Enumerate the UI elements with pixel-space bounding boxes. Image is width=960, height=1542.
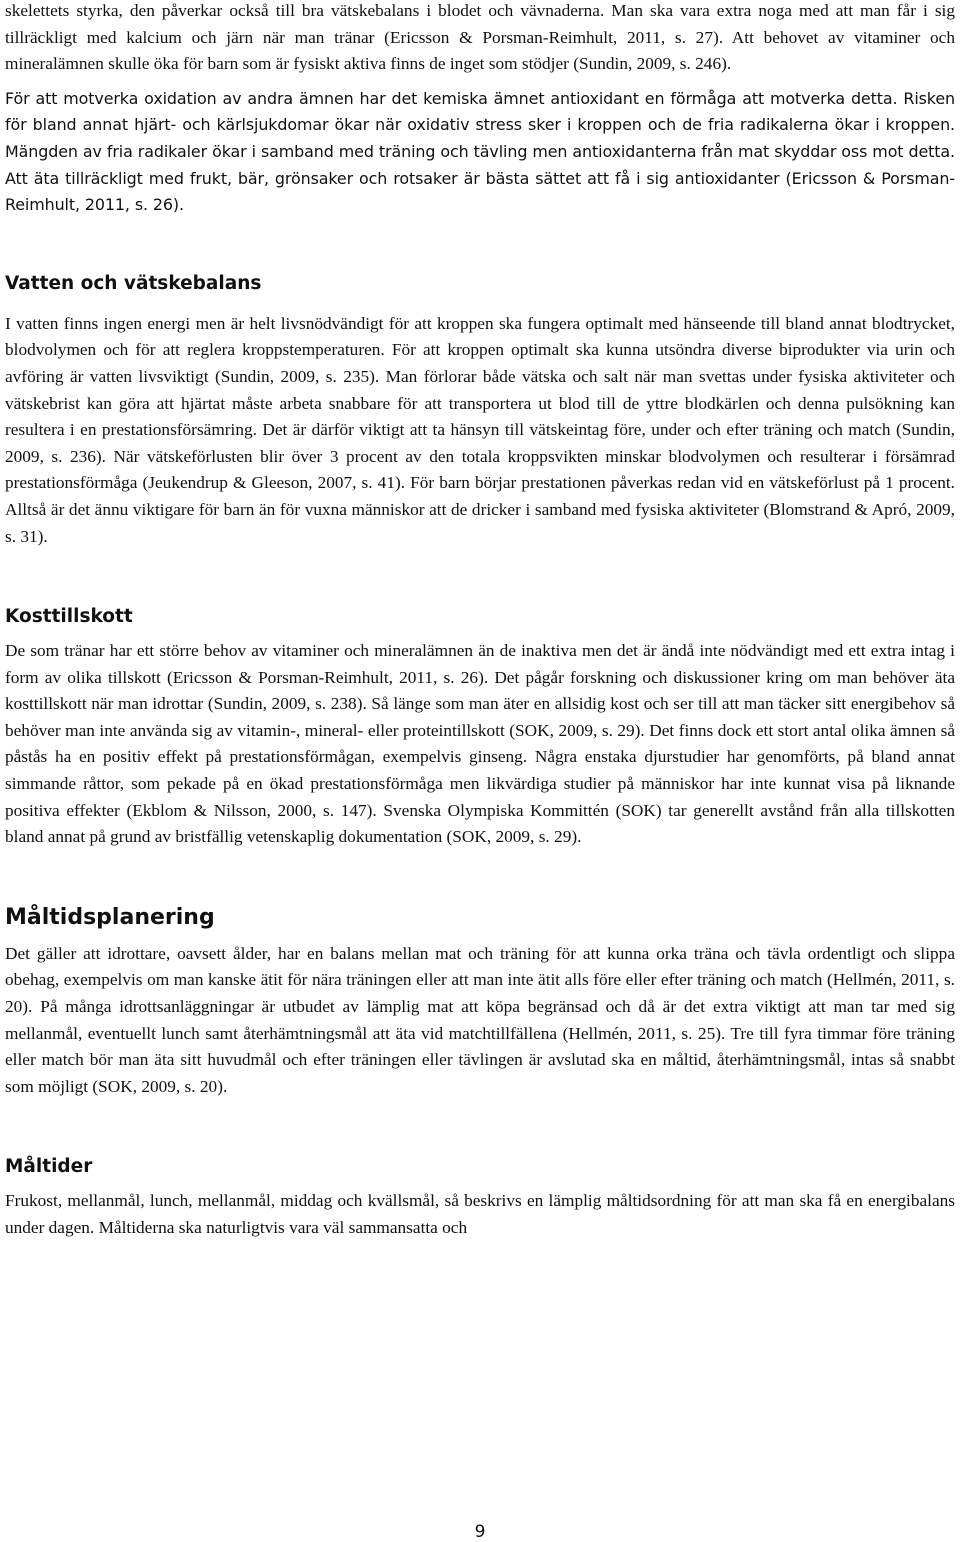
heading-kosttillskott: Kosttillskott bbox=[5, 606, 133, 628]
paragraph-maltidsplanering: Det gäller att idrottare, oavsett ålder, har en balans mellan mat och träning för att kunna orka träna och tävla ordentligt och slippa obehag, exempelvis om man kanske ätit för nära träningen eller att man inte ätit alls före eller efter träning och match (Hellmén, 2011, s. 20). På många idrottsanläggningar är utbudet av lämplig mat att köpa begränsad och då är det extra viktigt att man tar med sig mellanmål, eventuellt lunch samt återhämtningsmål att äta vid matchtillfällena (Hellmén, 2011, s. 25). Tre till fyra timmar före träning eller match bör man äta sitt huvudmål och efter träningen eller tävlingen är avslutad ska en måltid, återhämtningsmål, intas så snabbt som möjligt (SOK, 2009, s. 20). bbox=[5, 943, 955, 1096]
document-page bbox=[5, 0, 955, 1242]
heading-maltider: Måltider bbox=[5, 1156, 93, 1178]
paragraph-vatten: I vatten finns ingen energi men är helt livsnödvändigt för att kroppen ska fungera optimalt med hänseende till bland annat blodtrycket, blodvolymen och för att reglera kroppstemperaturen. För att kroppen optimalt ska kunna utsöndra diverse biprodukter via urin och avföring är vatten livsviktigt (Sundin, 2009, s. 235). Man förlorar både vätska och salt när man svettas under fysiska aktiviteter och vätskebrist kan göra att hjärtat måste arbeta snabbare för att transportera ut blod till de yttre blodkärlen och denna pulsökning kan resultera i en prestationsförsämring. Det är därför viktigt att ta hänsyn till vätskeintag före, under och efter träning och match (Sundin, 2009, s. 236). När vätskeförlusten blir över 3 procent av den totala kroppsvikten minskar blodvolymen och resulterar i försämrad prestationsförmåga (Jeukendrup & Gleeson, 2007, s. 41). För barn börjar prestationen påverkas redan vid en vätskeförlust på 1 procent. Alltså är det ännu viktigare för barn än för vuxna människor att de dricker i samband med fysiska aktiviteter (Blomstrand & Apró, 2009, s. 31). bbox=[5, 313, 955, 546]
paragraph-antioxidants: För att motverka oxidation av andra ämnen har det kemiska ämnet antioxidant en förmåga att motverka detta. Risken för bland annat hjärt- och kärlsjukdomar ökar när oxidativ stress sker i kroppen och de fria radikalerna ökar i kroppen. Mängden av fria radikaler ökar i samband med träning och tävling men antioxidanterna från mat skyddar oss mot detta. Att äta tillräckligt med frukt, bär, grönsaker och rotsaker är bästa sättet att få i sig antioxidanter (Ericsson & Porsman-Reimhult, 2011, s. 26). bbox=[5, 88, 955, 215]
paragraph-minerals: skelettets styrka, den påverkar också till bra vätskebalans i blodet och vävnaderna. Man ska vara extra noga med att man får i sig tillräckligt med kalcium och järn när man tränar (Ericsson & Porsman-Reimhult, 2011, s. 27). Att behovet av vitaminer och mineralämnen skulle öka för barn som är fysiskt aktiva finns de inget som stödjer (Sundin, 2009, s. 246). bbox=[5, 1, 955, 74]
heading-maltidsplanering: Måltidsplanering bbox=[5, 904, 215, 930]
paragraph-maltider: Frukost, mellanmål, lunch, mellanmål, middag och kvällsmål, så beskrivs en lämplig måltidsordning för att man ska få en energibalans under dagen. Måltiderna ska naturligtvis vara väl sammansatta och bbox=[5, 1191, 955, 1237]
paragraph-kosttillskott: De som tränar har ett större behov av vitaminer och mineralämnen än de inaktiva men det är ändå inte nödvändigt med ett extra intag i form av olika tillskott (Ericsson & Porsman-Reimhult, 2011, s. 26). Det pågår forskning och diskussioner kring om man behöver äta kosttillskott när man idrottar (Sundin, 2009, s. 238). Så länge som man äter en allsidig kost och ser till att man täcker sitt energibehov så behöver man inte använda sig av vitamin-, mineral- eller proteintillskott (SOK, 2009, s. 29). Det finns dock ett stort antal olika ämnen så påstås ha en positiv effekt på prestationsförmågan, exempelvis ginseng. Några enstaka djurstudier har genomförts, på bland annat simmande råttor, som pekade på en ökad prestationsförmåga men likvärdiga studier på människor har inte kunnat visa på liknande positiva effekter (Ekblom & Nilsson, 2000, s. 147). Svenska Olympiska Kommittén (SOK) tar generellt avstånd från alla tillskotten bland annat på grund av bristfällig vetenskaplig dokumentation (SOK, 2009, s. 29). bbox=[5, 641, 955, 847]
page-number: 9 bbox=[474, 1522, 486, 1542]
heading-vatten: Vatten och vätskebalans bbox=[5, 272, 262, 294]
